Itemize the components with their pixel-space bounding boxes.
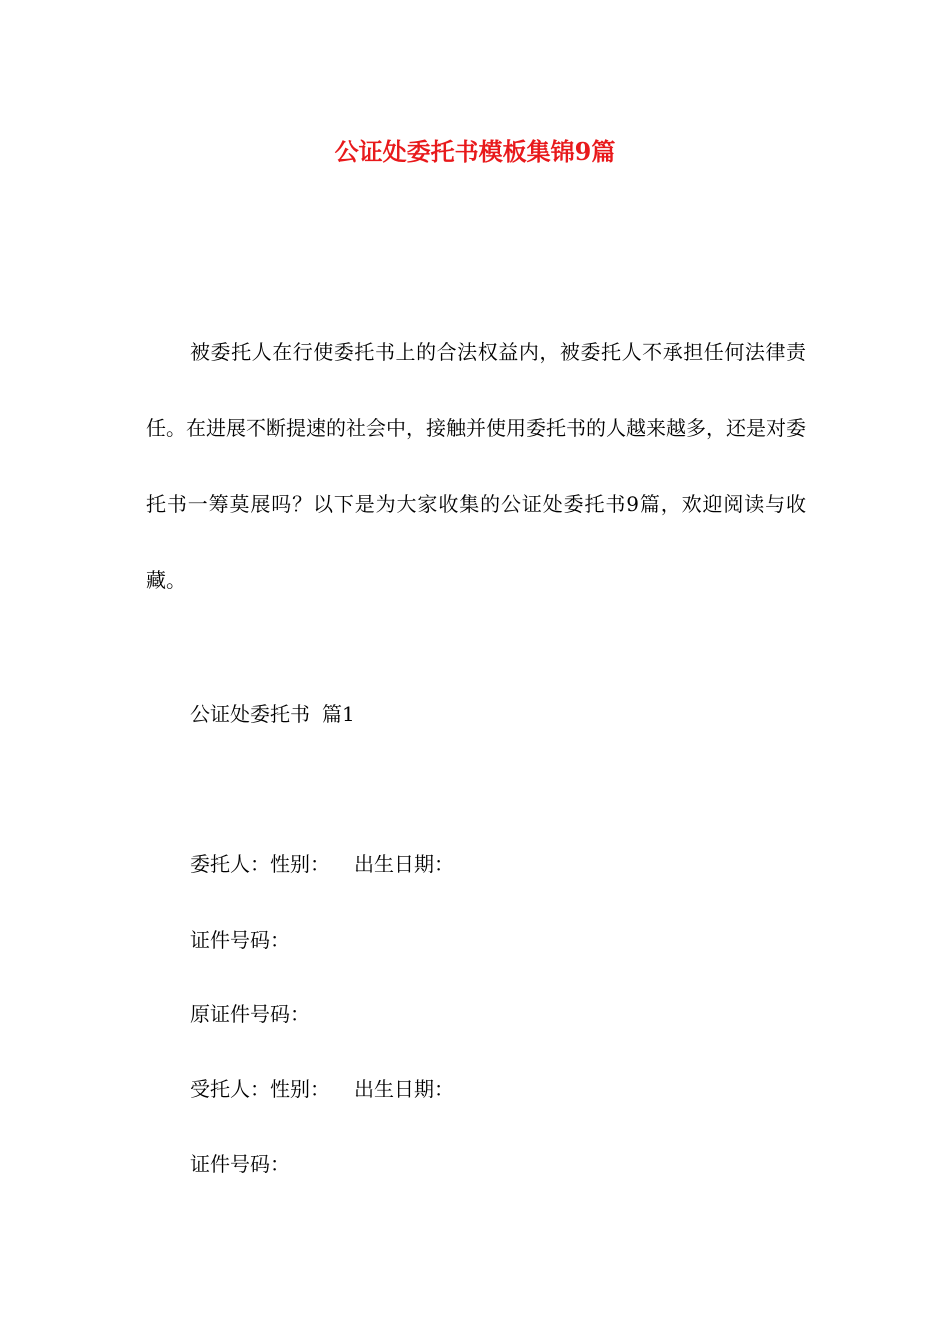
principal-id-label: 证件号码： [190, 928, 290, 952]
principal-birth-label: 出生日期： [354, 852, 454, 876]
agent-line [190, 1069, 454, 1109]
agent-birth-label: 出生日期： [354, 1077, 454, 1101]
section-heading [190, 694, 355, 734]
principal-gender-label: 性别： [270, 852, 330, 876]
section-heading-name: 公证处委托书 [190, 702, 310, 726]
document-title: 公证处委托书模板集锦9篇 [334, 137, 616, 166]
principal-label: 委托人： [190, 852, 270, 876]
agent-gender-label: 性别： [270, 1077, 330, 1101]
principal-original-id-line [190, 994, 310, 1034]
principal-line [190, 844, 454, 884]
agent-label: 受托人： [190, 1077, 270, 1101]
intro-paragraph: 被委托人在行使委托书上的合法权益内，被委托人不承担任何法律责任。在进展不断提速的社会中，接触并使用委托书的人越来越多，还是对委托书一筹莫展吗？以下是为大家收集的公证处委托书9篇，欢迎阅读与收藏。 [146, 340, 806, 592]
section-heading-number: 篇1 [322, 702, 355, 726]
principal-original-id-label: 原证件号码： [190, 1002, 310, 1026]
principal-id-line [190, 920, 290, 960]
agent-id-label: 证件号码： [190, 1152, 290, 1176]
agent-id-line [190, 1144, 290, 1184]
